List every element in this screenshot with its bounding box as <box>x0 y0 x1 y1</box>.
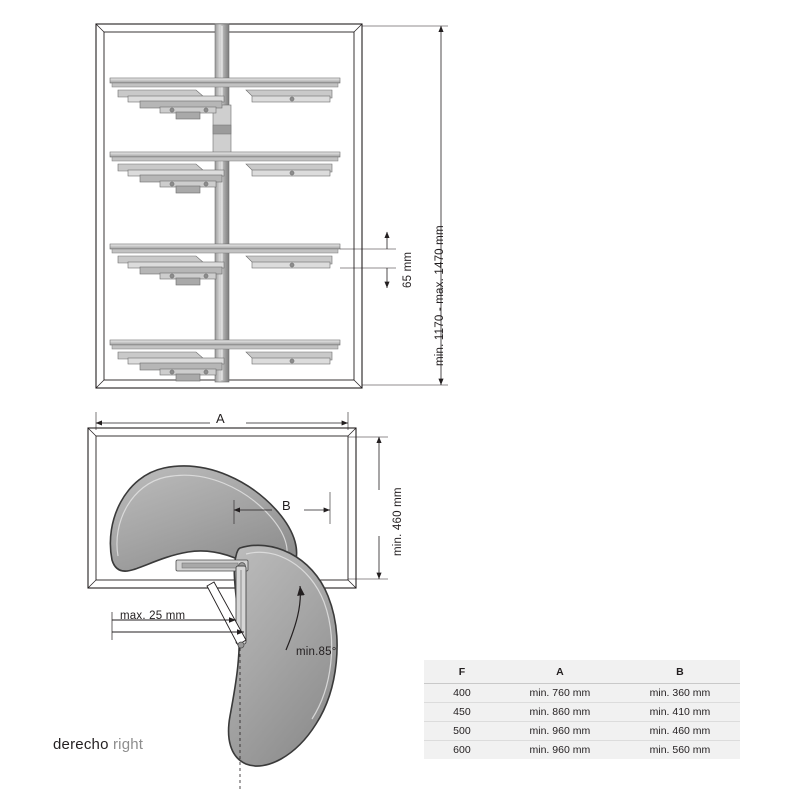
label-handing-es: derecho <box>53 736 109 753</box>
label-dimension-a: A <box>216 411 225 426</box>
table-row <box>424 722 740 741</box>
table-header-row <box>424 660 740 684</box>
cell-b: min. 360 mm <box>649 687 711 699</box>
table-row <box>424 741 740 760</box>
center-post <box>213 24 231 382</box>
label-max-25: max. 25 mm <box>120 610 186 622</box>
elevation-view <box>96 24 448 388</box>
table-row <box>424 703 740 722</box>
cell-b: min. 410 mm <box>649 706 711 718</box>
label-depth-460: min. 460 mm <box>392 487 404 556</box>
cell-a: min. 960 mm <box>529 725 591 737</box>
label-min-angle: min.85° <box>296 646 337 658</box>
cell-a: min. 960 mm <box>529 744 591 756</box>
plan-view <box>88 412 388 790</box>
label-handing-en: right <box>112 736 144 753</box>
cell-a: min. 860 mm <box>529 706 591 718</box>
label-overall-height: min. 1170 - max. 1470 mm <box>434 225 446 366</box>
table-row <box>424 684 740 703</box>
table-header-a: A <box>500 660 620 684</box>
cell-b: min. 560 mm <box>649 744 711 756</box>
table-header-f: F <box>424 660 500 684</box>
spec-table <box>424 660 740 759</box>
label-handing <box>53 736 143 753</box>
cell-f: 400 <box>453 687 471 699</box>
label-shelf-gap: 65 mm <box>402 251 414 288</box>
cell-f: 600 <box>453 744 471 756</box>
cell-f: 450 <box>453 706 471 718</box>
cell-a: min. 760 mm <box>529 687 591 699</box>
cell-b: min. 460 mm <box>649 725 711 737</box>
label-dimension-b: B <box>282 498 291 513</box>
cell-f: 500 <box>453 725 471 737</box>
table-header-b: B <box>620 660 740 684</box>
